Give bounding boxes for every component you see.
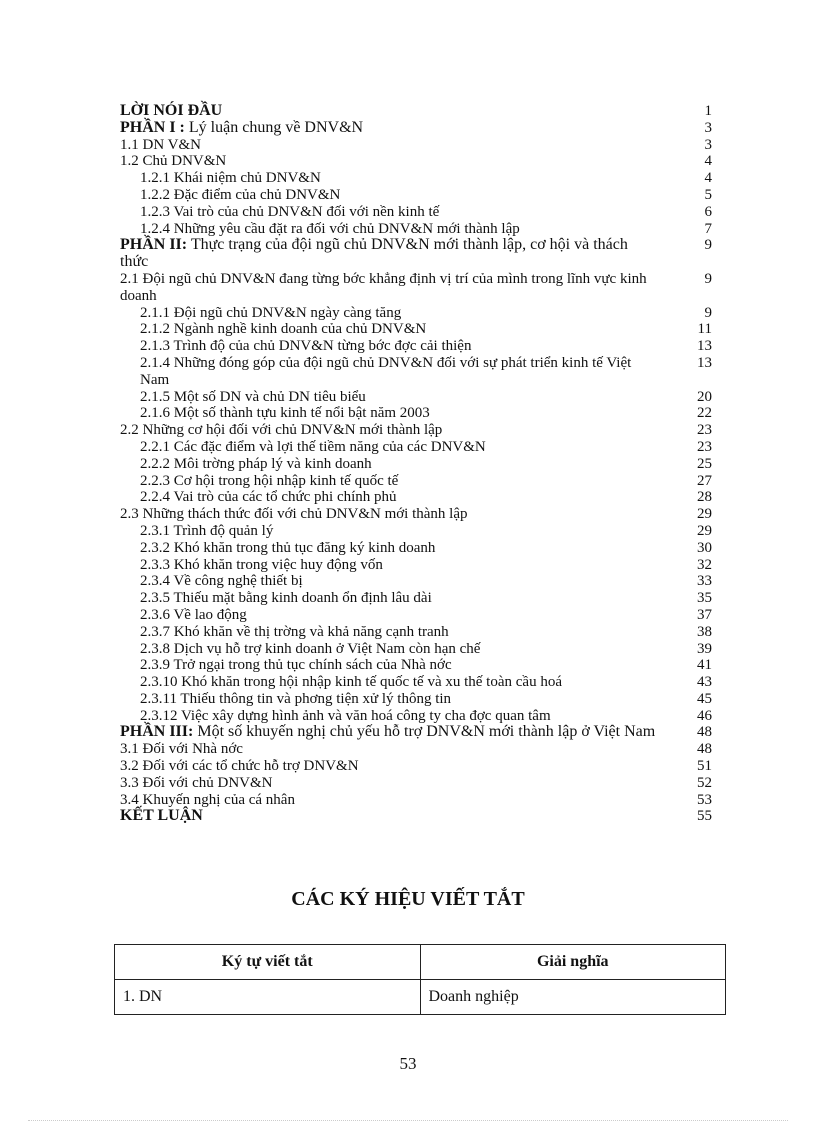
toc-entry <box>120 489 720 506</box>
toc-entry-text: 2.3.11 Thiếu thông tin và phơng tiện xử lý thông tin <box>140 690 452 707</box>
toc-entry-page: 29 <box>697 522 712 539</box>
toc-entry-page: 29 <box>697 506 712 523</box>
table-cell-abbreviation: 1. DN <box>115 980 421 1015</box>
toc-entry-text: 2.1.6 Một số thành tựu kinh tế nổi bật năm 2003 <box>140 405 430 422</box>
toc-entry-page: 11 <box>697 321 712 338</box>
toc-entry-page: 43 <box>697 674 712 691</box>
toc-entry-label: LỜI NÓI ĐẦU <box>120 102 223 119</box>
toc-entry-page: 7 <box>704 220 712 237</box>
toc-entry-title <box>120 557 720 574</box>
toc-entry <box>120 137 720 154</box>
toc-entry-title <box>120 103 720 120</box>
toc-entry <box>120 170 720 187</box>
toc-entry <box>120 724 720 741</box>
toc-entry-text: 2.1.3 Trình độ của chủ DNV&N từng bớc đợc cải thiện <box>140 338 472 355</box>
toc-entry-page: 33 <box>697 573 712 590</box>
toc-entry-text: 2.2.4 Vai trò của các tổ chức phi chính phủ <box>140 489 397 506</box>
toc-entry-text: 2.1.2 Ngành nghề kinh doanh của chủ DNV&N <box>140 321 427 338</box>
toc-entry-page: 9 <box>704 270 712 287</box>
toc-entry <box>120 187 720 204</box>
toc-entry-title <box>120 422 720 439</box>
toc-entry-title <box>120 540 720 557</box>
toc-entry-text: 2.3.1 Trình độ quản lý <box>140 522 274 539</box>
toc-entry <box>120 708 720 725</box>
toc-entry-page: 37 <box>697 606 712 623</box>
toc-entry-title <box>120 120 720 137</box>
toc-entry <box>120 641 720 658</box>
toc-entry-text: 1.2.2 Đặc điểm của chủ DNV&N <box>140 186 341 203</box>
toc-entry <box>120 741 720 758</box>
table-row <box>115 980 726 1015</box>
toc-entry-label: KẾT LUẬN <box>120 807 203 825</box>
page-number: 53 <box>399 1054 417 1073</box>
toc-entry-text: 2.3.5 Thiếu mặt bằng kinh doanh ổn định lâu dài <box>140 590 432 607</box>
toc-entry-page: 38 <box>697 623 712 640</box>
toc-entry-page: 30 <box>697 539 712 556</box>
toc-entry-text: 2.3.10 Khó khăn trong hội nhập kinh tế quốc tế và xu thế toàn cầu hoá <box>140 674 562 691</box>
toc-entry <box>120 389 720 406</box>
toc-entry <box>120 775 720 792</box>
toc-entry <box>120 674 720 691</box>
toc-entry-title <box>120 221 720 238</box>
toc-entry-label: PHẦN II: <box>120 236 188 254</box>
toc-entry-page: 4 <box>704 170 712 187</box>
table-cell-meaning: Doanh nghiệp <box>420 980 726 1015</box>
toc-entry <box>120 422 720 439</box>
toc-entry <box>120 120 720 137</box>
toc-entry-title <box>120 808 720 825</box>
toc-entry-text: 1.2.3 Vai trò của chủ DNV&N đối với nền kinh tế <box>140 203 440 220</box>
toc-entry <box>120 540 720 557</box>
toc-entry-text: 2.1.4 Những đóng góp của đội ngũ chủ DNV&N đối với sự phát triển kinh tế Việt Nam <box>140 354 632 388</box>
toc-entry-page: 32 <box>697 556 712 573</box>
toc-entry <box>120 338 720 355</box>
toc-entry-text: 2.3 Những thách thức đối với chủ DNV&N mới thành lập <box>120 506 468 523</box>
toc-entry-page: 9 <box>704 237 712 254</box>
table-of-contents <box>120 103 720 825</box>
toc-entry-page: 41 <box>697 657 712 674</box>
toc-entry <box>120 456 720 473</box>
toc-entry-page: 39 <box>697 640 712 657</box>
toc-entry <box>120 355 720 389</box>
toc-entry-text: 3.4 Khuyến nghị của cá nhân <box>120 791 295 808</box>
toc-entry-text: Lý luận chung về DNV&N <box>184 118 364 136</box>
toc-entry-text: 3.2 Đối với các tổ chức hỗ trợ DNV&N <box>120 758 359 775</box>
toc-entry-title <box>120 641 720 658</box>
toc-entry-text: 2.3.9 Trở ngại trong thủ tục chính sách của Nhà nớc <box>140 657 452 674</box>
toc-entry <box>120 523 720 540</box>
toc-entry <box>120 657 720 674</box>
toc-entry-page: 13 <box>697 338 712 355</box>
toc-entry-text: 3.1 Đối với Nhà nớc <box>120 741 243 758</box>
toc-entry-text: 1.1 DN V&N <box>120 136 201 153</box>
toc-entry-page: 51 <box>697 758 712 775</box>
toc-entry-text: 2.2.1 Các đặc điểm và lợi thế tiềm năng của các DNV&N <box>140 438 486 455</box>
toc-entry <box>120 321 720 338</box>
toc-entry <box>120 758 720 775</box>
toc-entry-title <box>120 170 720 187</box>
toc-entry-page: 55 <box>697 808 712 825</box>
toc-entry-page: 48 <box>697 724 712 741</box>
toc-entry-text: Một số khuyến nghị chủ yếu hỗ trợ DNV&N mới thành lập ở Việt Nam <box>193 723 656 741</box>
toc-entry-text: 2.3.12 Việc xây dựng hình ảnh và văn hoá công ty cha đợc quan tâm <box>140 707 551 724</box>
toc-entry-label: PHẦN III: <box>120 723 194 741</box>
toc-entry-page: 20 <box>697 388 712 405</box>
toc-entry-title <box>120 573 720 590</box>
column-header-meaning: Giải nghĩa <box>420 945 726 980</box>
toc-entry-text: 2.1 Đội ngũ chủ DNV&N đang từng bớc khẳng định vị trí của mình trong lĩnh vực kinh doanh <box>120 270 647 304</box>
toc-entry-page: 45 <box>697 690 712 707</box>
toc-entry-text: 3.3 Đối với chủ DNV&N <box>120 774 273 791</box>
toc-entry-text: 1.2.4 Những yêu cầu đặt ra đối với chủ DNV&N mới thành lập <box>140 220 520 237</box>
toc-entry-title <box>120 338 720 355</box>
page-edge-divider <box>28 1120 788 1121</box>
toc-entry <box>120 573 720 590</box>
toc-entry-title <box>120 153 720 170</box>
toc-entry-title <box>120 489 720 506</box>
toc-entry <box>120 590 720 607</box>
toc-entry-page: 35 <box>697 590 712 607</box>
toc-entry-text: 1.2 Chủ DNV&N <box>120 153 227 170</box>
toc-entry-title <box>120 137 720 154</box>
toc-entry-text: 2.3.3 Khó khăn trong việc huy động vốn <box>140 556 383 573</box>
toc-entry-text: 2.3.2 Khó khăn trong thủ tục đăng ký kinh doanh <box>140 539 436 556</box>
toc-entry-title <box>120 624 720 641</box>
toc-entry-title <box>120 758 720 775</box>
toc-entry-page: 4 <box>704 153 712 170</box>
toc-entry <box>120 607 720 624</box>
toc-entry-title <box>120 724 720 741</box>
toc-entry-title <box>120 708 720 725</box>
toc-entry-title <box>120 204 720 221</box>
toc-entry-page: 6 <box>704 203 712 220</box>
toc-entry-text: 2.1.1 Đội ngũ chủ DNV&N ngày càng tăng <box>140 304 402 321</box>
toc-entry-page: 46 <box>697 707 712 724</box>
toc-entry <box>120 557 720 574</box>
toc-entry <box>120 221 720 238</box>
toc-entry <box>120 506 720 523</box>
toc-entry-page: 23 <box>697 422 712 439</box>
toc-entry <box>120 153 720 170</box>
toc-entry <box>120 691 720 708</box>
toc-entry-page: 48 <box>697 741 712 758</box>
toc-entry-text: Thực trạng của đội ngũ chủ DNV&N mới thành lập, cơ hội và thách thức <box>120 236 628 271</box>
toc-entry-title <box>120 355 720 389</box>
toc-entry-title <box>120 741 720 758</box>
toc-entry-page: 53 <box>697 791 712 808</box>
toc-entry-title <box>120 473 720 490</box>
toc-entry-title <box>120 607 720 624</box>
toc-entry-text: 2.3.4 Về công nghệ thiết bị <box>140 573 303 590</box>
toc-entry <box>120 237 720 271</box>
toc-entry <box>120 808 720 825</box>
toc-entry-title <box>120 456 720 473</box>
toc-entry-title <box>120 305 720 322</box>
toc-entry-text: 2.1.5 Một số DN và chủ DN tiêu biểu <box>140 388 366 405</box>
toc-entry-title <box>120 674 720 691</box>
toc-entry-title <box>120 187 720 204</box>
toc-entry-page: 9 <box>704 304 712 321</box>
toc-entry-page: 13 <box>697 354 712 371</box>
toc-entry <box>120 439 720 456</box>
toc-entry-title <box>120 775 720 792</box>
toc-entry-label: PHẦN I : <box>120 118 185 136</box>
toc-entry <box>120 103 720 120</box>
toc-entry-title <box>120 439 720 456</box>
toc-entry <box>120 271 720 305</box>
toc-entry-page: 3 <box>704 136 712 153</box>
abbreviations-title: CÁC KÝ HIỆU VIẾT TẮT <box>291 888 525 910</box>
toc-entry-page: 27 <box>697 472 712 489</box>
table-header-row <box>115 945 726 980</box>
toc-entry-title <box>120 389 720 406</box>
toc-entry <box>120 624 720 641</box>
toc-entry-page: 23 <box>697 438 712 455</box>
toc-entry <box>120 204 720 221</box>
toc-entry-title <box>120 657 720 674</box>
toc-entry-text: 1.2.1 Khái niệm chủ DNV&N <box>140 170 321 187</box>
toc-entry-title <box>120 321 720 338</box>
toc-entry-title <box>120 523 720 540</box>
toc-entry-page: 28 <box>697 489 712 506</box>
toc-entry-text: 2.3.6 Về lao động <box>140 606 247 623</box>
toc-entry-text: 2.3.7 Khó khăn về thị trờng và khả năng cạnh tranh <box>140 623 449 640</box>
toc-entry-title <box>120 691 720 708</box>
toc-entry <box>120 473 720 490</box>
toc-entry-page: 1 <box>704 103 712 119</box>
toc-entry-title <box>120 237 720 271</box>
toc-entry-title <box>120 405 720 422</box>
toc-entry-title <box>120 590 720 607</box>
toc-entry <box>120 792 720 809</box>
toc-entry-page: 5 <box>704 186 712 203</box>
toc-entry-text: 2.3.8 Dịch vụ hỗ trợ kinh doanh ở Việt Nam còn hạn chế <box>140 640 481 657</box>
toc-entry-title <box>120 271 720 305</box>
toc-entry-page: 3 <box>704 119 712 136</box>
toc-entry-page: 25 <box>697 455 712 472</box>
abbreviations-table <box>114 944 726 1015</box>
column-header-abbreviation: Ký tự viết tắt <box>115 945 421 980</box>
toc-entry-title <box>120 506 720 523</box>
toc-entry-page: 52 <box>697 774 712 791</box>
toc-entry <box>120 305 720 322</box>
toc-entry-text: 2.2.2 Môi trờng pháp lý và kinh doanh <box>140 455 372 472</box>
toc-entry-title <box>120 792 720 809</box>
toc-entry-text: 2.2 Những cơ hội đối với chủ DNV&N mới thành lập <box>120 422 443 439</box>
toc-entry-text: 2.2.3 Cơ hội trong hội nhập kinh tế quốc tế <box>140 472 399 489</box>
toc-entry <box>120 405 720 422</box>
toc-entry-page: 22 <box>697 405 712 422</box>
